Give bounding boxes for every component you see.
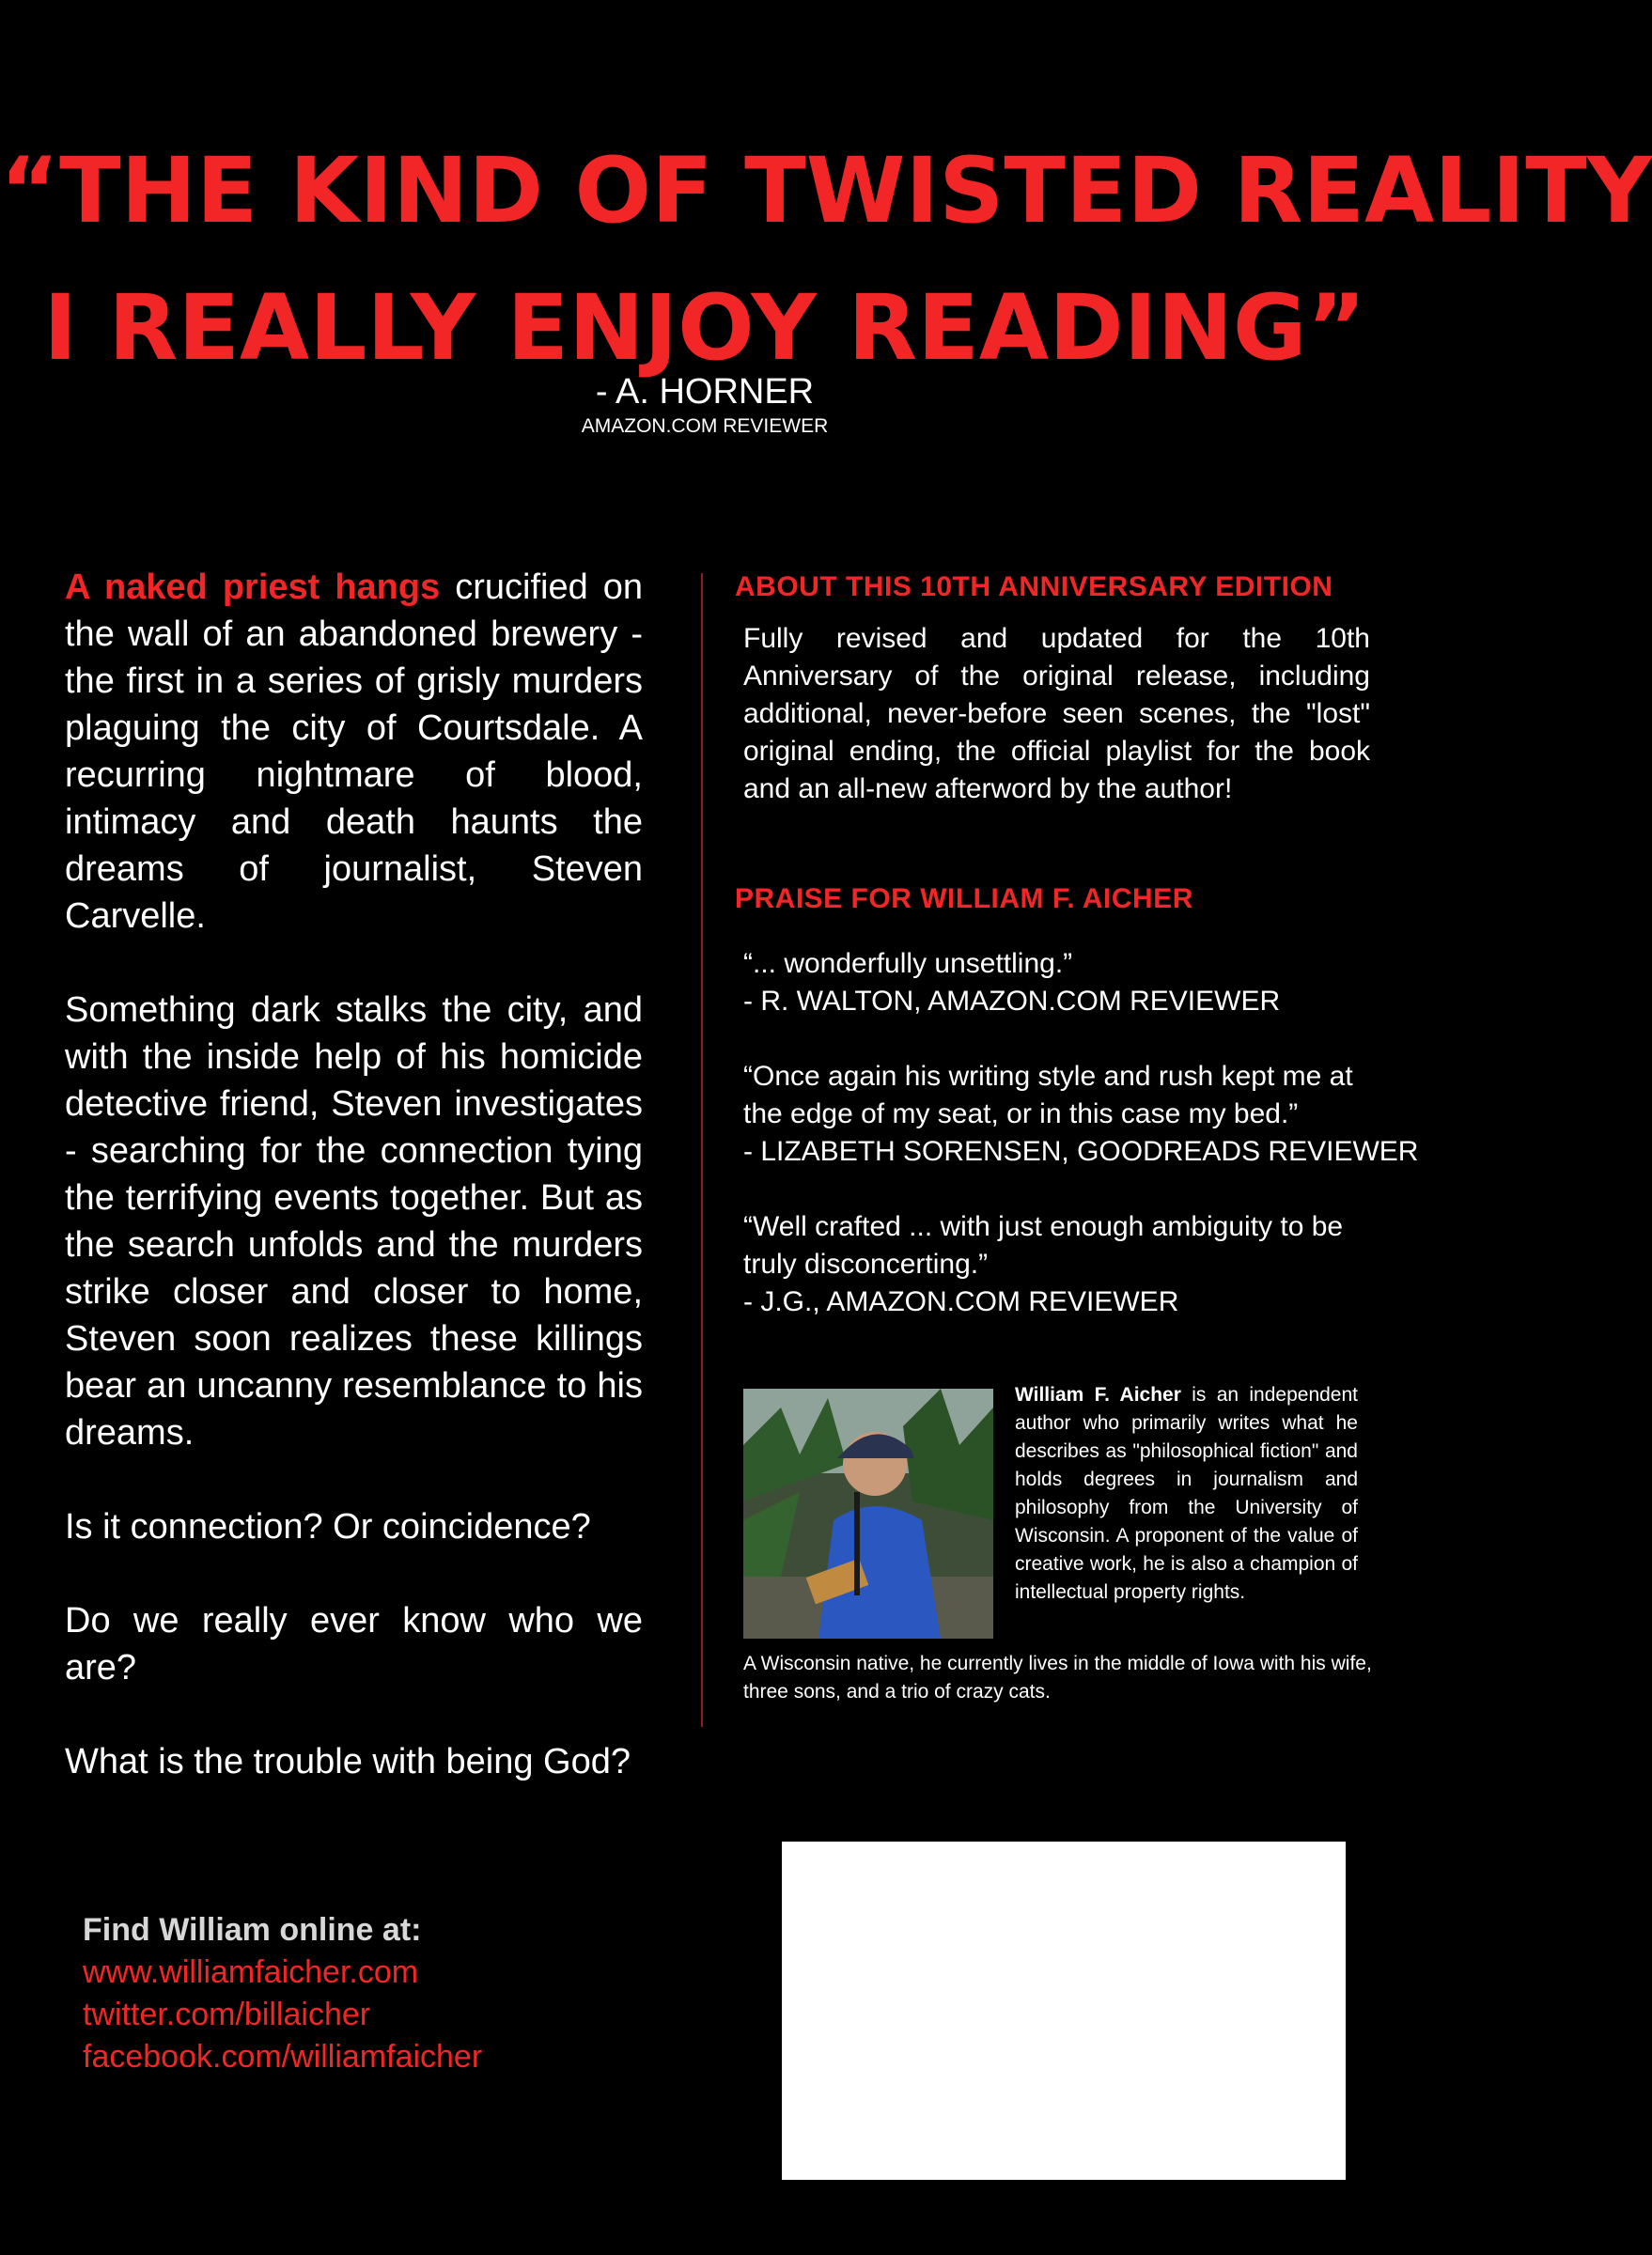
twitter-link[interactable]: twitter.com/billaicher: [83, 1997, 371, 2032]
synopsis: [65, 564, 643, 1785]
author-photo: [743, 1389, 993, 1639]
about-edition-body: Fully revised and updated for the 10th Anniversary of the original release, including additional, never-before seen scenes, the "lost" original ending, the official playlist for the book and an all-new afterword by the author!: [743, 623, 1370, 804]
praise-quote: [743, 1058, 1419, 1171]
column-divider: [701, 573, 703, 1727]
praise-quote-text: “Once again his writing style and rush kept me at: [743, 1061, 1353, 1092]
headline-line-1: “THE KIND OF TWISTED REALITY: [0, 138, 1652, 243]
praise-quote-attribution: - R. WALTON, AMAZON.COM REVIEWER: [743, 986, 1281, 1017]
headline-attribution-name: - A. HORNER: [595, 372, 815, 412]
headline-quote: [0, 122, 1652, 397]
praise-title: PRAISE FOR WILLIAM F. AICHER: [735, 883, 1193, 914]
website-link[interactable]: www.williamfaicher.com: [83, 1954, 419, 1990]
facebook-link[interactable]: facebook.com/williamfaicher: [83, 2039, 483, 2075]
find-online: [83, 1909, 482, 2078]
synopsis-paragraph-2: Something dark stalks the city, and with the inside help of his homicide detective friend, Steven investigates - searching for the connection tying the terrifying events together. But as the search unfolds and the murders strike closer and closer to home, Steven soon realizes these killings bear an uncanny resemblance to his dreams.: [65, 990, 643, 1453]
praise-quote-attribution: - J.G., AMAZON.COM REVIEWER: [743, 1286, 1179, 1317]
headline-attribution-role: AMAZON.COM REVIEWER: [581, 415, 829, 437]
synopsis-lead: A naked priest hangs: [65, 568, 441, 607]
praise-quote-text: “... wonderfully unsettling.”: [743, 948, 1073, 979]
praise-quote-text: the edge of my seat, or in this case my bed.”: [743, 1098, 1299, 1129]
praise-quote-text: truly disconcerting.”: [743, 1249, 989, 1280]
praise-quote-attribution: - LIZABETH SORENSEN, GOODREADS REVIEWER: [743, 1136, 1419, 1167]
praise-quote: [743, 945, 1380, 1020]
author-bio-text: is an independent author who primarily writes what he describes as "philosophical fiction" and holds degrees in journalism and philosophy from the University of Wisconsin. A proponent of the value of creative work, he is also a champion of intellectual property rights.: [1015, 1384, 1358, 1603]
author-bio: [1015, 1381, 1358, 1607]
author-name: William F. Aicher: [1015, 1384, 1181, 1406]
author-photo-image: [743, 1389, 993, 1639]
find-online-title: Find William online at:: [83, 1912, 422, 1948]
synopsis-question-3: What is the trouble with being God?: [65, 1742, 631, 1781]
praise-quote: [743, 1208, 1380, 1321]
synopsis-paragraph-1-text: crucified on the wall of an abandoned brewery - the first in a series of grisly murders plaguing the city of Courtsdale. A recurring nightmare of blood, intimacy and death haunts the dreams of journalist, Steven Carvelle.: [65, 568, 643, 936]
headline-line-2: I REALLY ENJOY READING”: [43, 275, 1366, 381]
praise-quote-text: “Well crafted ... with just enough ambiguity to be: [743, 1211, 1344, 1242]
author-bio-home: A Wisconsin native, he currently lives in the middle of Iowa with his wife, three sons, and a trio of crazy cats.: [743, 1653, 1372, 1703]
synopsis-question-1: Is it connection? Or coincidence?: [65, 1507, 591, 1547]
about-edition-title: ABOUT THIS 10TH ANNIVERSARY EDITION: [735, 571, 1333, 602]
barcode-area: [782, 1842, 1346, 2180]
synopsis-question-2: Do we really ever know who we are?: [65, 1601, 643, 1687]
synopsis-paragraph-1: [65, 564, 643, 940]
